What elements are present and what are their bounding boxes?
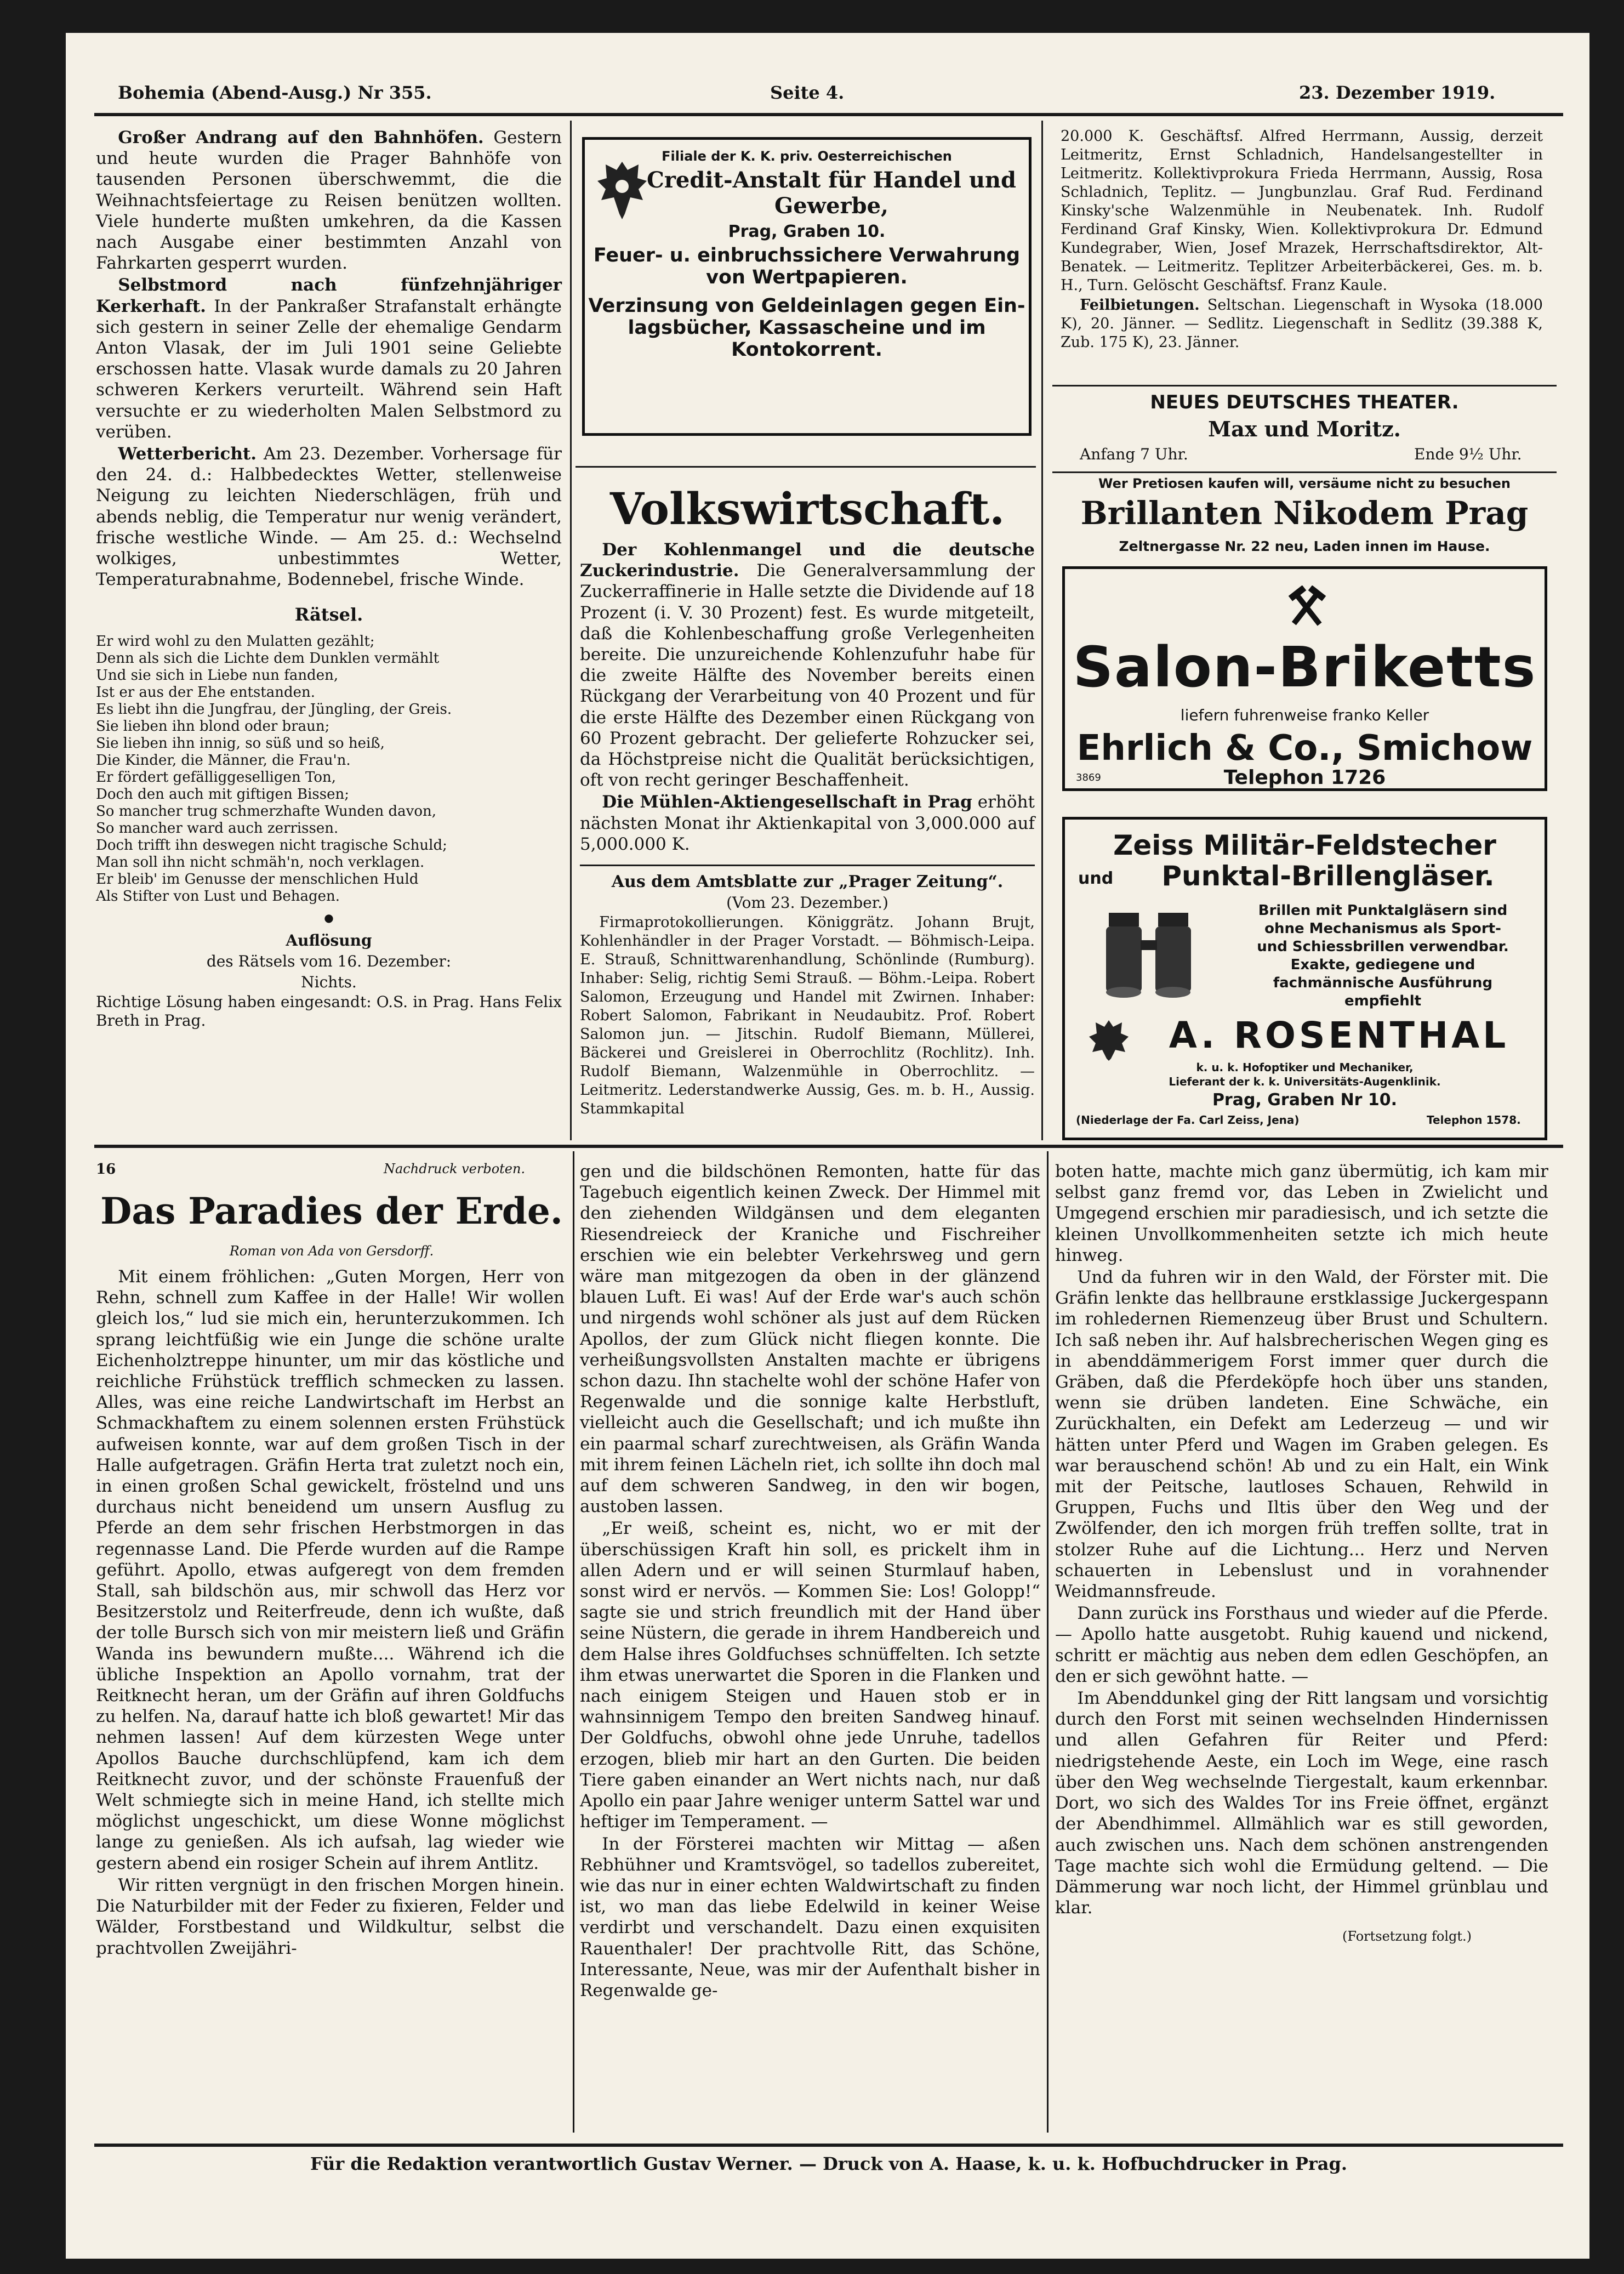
article-headline: Feilbietungen. — [1080, 297, 1200, 314]
riddle-poem — [96, 633, 562, 905]
imperial-eagle-emblem — [1087, 1017, 1131, 1061]
optician-and: und — [1078, 869, 1114, 888]
poem-line: Denn als sich die Lichte dem Dunklen vermählt — [96, 650, 440, 667]
briquette-subtitle: liefern fuhrenweise franko Keller — [1180, 706, 1429, 724]
ornament: ● — [324, 911, 334, 924]
header-masthead: Bohemia (Abend-Ausg.) Nr 355. — [118, 82, 432, 103]
novel-paragraph: Mit einem fröhlichen: „Guten Morgen, Herr von Rehn, schnell zum Kaffee in der Halle! Wir wollen gleich los,“ lud sie mich ein, herunterzukommen. Ich sprang leichtfüßig wie ein Junge die schöne uralte Eichenholztreppe hinunter, um mir das köstliche und reichliche Frühstück trefflich schmecken zu lassen. Alles, was eine reiche Landwirtschaft im Herbst an Schmackhaftem zu einem solennen ersten Frühstück aufweisen konnte, war auf dem großen Tisch in der Halle aufgetragen. Gräfin Herta trat zuletzt noch ein, in einen großen Schal gewickelt, fröstelnd und uns durchaus nicht beneidend um unsern Ausflug zu Pferde an dem sehr frischen Herbstmorgen in das regennasse Land. Die Pferde wurden auf die Rampe geführt. Apollo, etwas aufgeregt von dem fremden Stall, sah bildschön aus, mir schwoll das Herz vor Besitzerstolz und Reiterfreude, denn ich wußte, daß der tolle Bursch sich von mir meistern ließ und Gräfin Wanda ins bewundern mußte.... Während ich die übliche Inspektion an Apollo vornahm, trat der Reitknecht heran, um der Gräfin auf ihren Goldfuchs zu helfen. Na, darauf hatte ich bloß gewartet! Mir das nehmen lassen! Auf dem kürzesten Wege unter Apollos Bauche durchschlüpfend, kam ich dem Reitknecht zuvor, und der schönste Frauenfuß der Welt schmiegte sich in meine Hand, ich stellte mich möglichst ungeschickt, um diese Wonne möglichst lange zu genießen. Als ich aufsah, lag wieder wie gestern abend ein rosiger Schein auf ihrem Antlitz. — [96, 1267, 565, 1873]
bank-service-line: lagsbücher, Kassascheine und im — [628, 317, 986, 339]
official-gazette-date: (Vom 23. Dezember.) — [726, 894, 888, 912]
reprint-notice: Nachdruck verboten. — [384, 1161, 526, 1176]
novel-paragraph: gen und die bildschönen Remonten, hatte für das Tagebuch eigentlich keinen Zweck. Der Himmel mit den ziehenden Wildgänsen und dem eleganten Riesendreieck der Kraniche und Fischreiher erschien wie ein belebter Verkehrsweg und gern wäre man mitgezogen da oben in der glänzend blauen Luft. Ei was! Auf der Erde war's auch schön und nirgends wohl schöner als just auf dem Rücken Apollos, der zum Glück nicht fliegen konnte. Die verheißungsvollsten Anstalten machte er übrigens schon dazu. Ihn stachelte wohl der schöne Hafer von Regenwalde und die sonnige kalte Herbstluft, vielleicht auch die Gesellschaft; und ich mußte ihn ein paarmal scharf zurechtweisen, als Gräfin Wanda mit ihrem feinen Lächeln riet, ich sollte ihn doch mal auf dem schweren Sandweg, in den wir bogen, austoben lassen. — [580, 1162, 1040, 1517]
article-body: Gestern und heute wurden die Prager Bahnhöfe von tausenden Personen überschwemmt, die die Weihnachtsfeiertage zu Reisen benützen wollten. Viele hunderte mußten umkehren, da die Kassen nach Ausgabe einer bestimmten Anzahl von Fahrkarten gesperrt wurden. — [96, 128, 562, 274]
bank-service-line: Feuer- u. einbruchssichere Verwahrung — [593, 245, 1021, 266]
article-headline: Selbstmord nach fünfzehnjähriger Kerkerhaft. — [96, 275, 562, 316]
ad-text-line: Exakte, gediegene und — [1290, 957, 1475, 973]
ad-text-line: Brillen mit Punktalgläsern sind — [1258, 902, 1508, 919]
optician-description — [1229, 902, 1536, 1010]
ad-text-line: fachmännische Ausführung — [1273, 975, 1493, 991]
solvers-list: Richtige Lösung haben eingesandt: O.S. in Prag. Hans Felix Breth in Prag. — [96, 993, 562, 1030]
novel-paragraph: boten hatte, machte mich ganz übermütig, ich kam mir selbst ganz fremd vor, das Leben in Zwielicht und Umgegend erschien mir paradiesisch, und ich setzte die kleinen Unvollkommenheiten setzte ich mich heute hinweg. — [1055, 1162, 1548, 1265]
riddle-title: Rätsel. — [294, 604, 363, 626]
bank-advertisement — [582, 137, 1032, 436]
jeweler-tagline: Wer Pretiosen kaufen will, versäume nicht zu besuchen — [1098, 476, 1511, 491]
article-body: In der Pankraßer Strafanstalt erhängte sich gestern in seiner Zelle der ehemalige Gendarm Anton Vlasak, der im Juli 1901 seine Geliebte erschossen hatte. Vlasak wurde damals zu 20 Jahren schweren Kerkers verurteilt. Während sein Haft versuchte er zu wiederholten Malen Selbstmord zu verüben. — [96, 296, 562, 442]
header-page-number: Seite 4. — [770, 82, 845, 103]
optician-headline: Zeiss Militär-Feldstecher — [1113, 829, 1496, 861]
article-body: erhöht nächsten Monat ihr Aktienkapital von 3,000.000 auf 5,000.000 K. — [580, 792, 1035, 854]
novel-paragraph: Wir ritten vergnügt in den frischen Morgen hinein. Die Naturbilder mit der Feder zu fixieren, Felder und Wälder, Forstbestand und Wildkultur, selbst die prachtvollen Zweijähri- — [96, 1875, 565, 1958]
solution-subtitle: des Rätsels vom 16. Dezember: — [206, 952, 452, 971]
column-divider — [1041, 121, 1043, 1140]
theater-end: Ende 9½ Uhr. — [1414, 445, 1522, 463]
bank-branch: Filiale der K. K. priv. Oesterreichischen — [662, 149, 952, 164]
article-body: Am 23. Dezember. Vorhersage für den 24. d.: Halbbedecktes Wetter, stellenweise Neigung zu leichten Niederschlägen, früh und abends neblig, die Temperatur nur wenig verändert, frische westliche Winde. — Am 25. d.: Wechselnd wolkiges, unbestimmtes Wetter, Temperaturabnahme, Bodennebel, frische Winde. — [96, 444, 562, 590]
poem-line: Sie lieben ihn innig, so süß und so heiß, — [96, 735, 385, 752]
poem-line: Und sie sich in Liebe nun fanden, — [96, 667, 339, 684]
novel-paragraph: Dann zurück ins Forsthaus und wieder auf die Pferde. — Apollo hatte ausgetobt. Ruhig kauend und nickend, schritt er mächtig aus neben dem edlen Geschöpfen, an den er sich gewöhnt hatte. — — [1055, 1604, 1548, 1686]
section-rule — [580, 865, 1035, 866]
briquette-firm: Ehrlich & Co., Smichow — [1076, 728, 1533, 769]
official-gazette-continued — [1061, 127, 1543, 353]
article-body: 20.000 K. Geschäftsf. Alfred Herrmann, Aussig, derzeit Leitmeritz, Ernst Schladnich, Handelsangestellter in Leitmeritz. Kollektivprokura Frieda Herrmann, Aussig, Rosa Schladnich, Teplitz. — Jungbunzlau. Graf Rud. Ferdinand Kinsky'sche Walzenmühle in Neubenatek. Inh. Rudolf Ferdinand Graf Kinsky, Wien. Kollektivprokura Dr. Edmund Kundegraber, Wien, Josef Mrazek, Herrschaftsdirektor, Alt-Benatek. — Leitmeritz. Teplitzer Arbeiterbäckerei, Ges. m. b. H., Turn. Gelöscht Geschäftsf. Franz Kaule. — [1061, 128, 1543, 294]
theater-title: NEUES DEUTSCHES THEATER. — [1150, 391, 1459, 413]
optician-advertisement — [1062, 817, 1547, 1140]
poem-line: So mancher ward auch zerrissen. — [96, 820, 339, 837]
to-be-continued: (Fortsetzung folgt.) — [1342, 1929, 1472, 1945]
hammer-pick-icon — [1285, 585, 1329, 629]
optician-address: Prag, Graben Nr 10. — [1212, 1090, 1398, 1110]
poem-line: Die Kinder, die Männer, die Frau'n. — [96, 752, 351, 769]
official-gazette-body: Firmaprotokollierungen. Königgrätz. Johann Brujt, Kohlenhändler in der Prager Vorstadt. — Böhmisch-Leipa. E. Strauß, Schnittwarenhandlung, Schönlinde (Rumburg). Inhaber: Selig, richtig Semi Strauß. — Böhm.-Leipa. Robert Salomon, Erzeugung und Handel mit Zwirnen. Inhaber: Robert Salomon, Fabrikant in Neudaubitz. Prof. Robert Salomon jun. — Jitschin. Rudolf Biemann, Müllerei, Bäckerei und Greislerei in Oberrochlitz (Rochlitz). Inh. Rudolf Biemann, Walzenmühle in Oberrochlitz. — Leitmeritz. Lederstandwerke Aussig, Ges. m. b. H., Aussig. Stammkapital — [580, 914, 1035, 1118]
section-rule — [94, 1145, 1563, 1148]
optician-headline: Punktal-Brillengläser. — [1161, 860, 1495, 892]
ad-text-line: empfiehlt — [1344, 993, 1422, 1009]
poem-line: Doch trifft ihn deswegen nicht tragische Schuld; — [96, 837, 447, 854]
jeweler-name: Brillanten Nikodem Prag — [1080, 494, 1529, 532]
bank-service-line: Kontokorrent. — [731, 339, 882, 361]
header-date: 23. Dezember 1919. — [1299, 82, 1496, 103]
ad-text-line: und Schiessbrillen verwendbar. — [1257, 939, 1509, 955]
poem-line: Ist er aus der Ehe entstanden. — [96, 684, 316, 701]
installment-number: 16 — [96, 1161, 116, 1178]
bank-service-line: von Wertpapieren. — [706, 266, 908, 288]
poem-line: Er fördert gefälliggeselligen Ton, — [96, 769, 337, 786]
novel-column-2 — [580, 1161, 1040, 2002]
ad-code: 3869 — [1076, 772, 1101, 783]
optician-title: k. u. k. Hofoptiker und Mechaniker, — [1196, 1061, 1414, 1074]
newspaper-page — [66, 33, 1589, 2259]
optician-name: A. ROSENTHAL — [1169, 1014, 1509, 1056]
bank-address: Prag, Graben 10. — [728, 222, 886, 241]
novel-paragraph: Im Abenddunkel ging der Ritt langsam und vorsichtig durch den Forst mit seinen wechselnden Hindernissen und allen Gefahren für Reiter und Pferd: niedrigstehende Aeste, ein Loch im Wege, eine rasch über den Weg wechselnde Tiergestalt, kaum erkennbar. Dort, wo sich des Waldes Tor ins Freie öffnet, ergänzt der Abendhimmel. Allmählich war es still geworden, auch zwischen uns. Nach dem schönen anstrengenden Tage machte sich wohl die Ermüdung geltend. — Die Dämmerung war noch licht, der Himmel grünblau und klar. — [1055, 1689, 1548, 1918]
poem-line: So mancher trug schmerzhafte Wunden davon, — [96, 803, 437, 820]
novel-paragraph: Und da fuhren wir in den Wald, der Förster mit. Die Gräfin lenkte das hellbraune erstklassige Juckergespann im rohledernen Riemenzeug über Brust und Schultern. Ich saß neben ihr. Auf halsbrecherischen Wegen ging es in abenddämmerigem Forst immer quer durch die Gräben, daß die Pferdeköpfe hoch über uns standen, wenn sie drüben landeten. Eine Schwäche, ein Zurückhalten, ein Defekt am Lederzeug — und wir hätten unter Pferd und Wagen im Graben gelegen. Es war berauschend schön! Ab und zu ein Halt, ein Wink mit der Peitsche, lautloses Schauen, Rehwild in Gruppen, Fuchs und Iltis über den Weg und der Zwölfender, den ich morgen früh treffen sollte, trat in stolzer Ruhe auf die Lichtung... Herz und Nerven schauerten in Lebenslust und in vorahnender Weidmannsfreude. — [1055, 1267, 1548, 1602]
section-rule — [1052, 385, 1557, 386]
bank-service-line: Verzinsung von Geldeinlagen gegen Ein- — [588, 295, 1025, 317]
binoculars-icon — [1098, 902, 1202, 1006]
article-headline: Wetterbericht. — [118, 444, 257, 464]
jeweler-address: Zeltnergasse Nr. 22 neu, Laden innen im Hause. — [1119, 538, 1490, 554]
article-headline: Der Kohlenmangel und die deutsche Zuckerindustrie. — [580, 540, 1035, 581]
poem-line: Man soll ihn nicht schmäh'n, noch verklagen. — [96, 854, 425, 871]
briquette-title: Salon-Briketts — [1073, 635, 1537, 700]
double-eagle-emblem — [595, 156, 649, 222]
poem-line: Sie lieben ihn blond oder braun; — [96, 718, 330, 735]
poem-line: Doch den auch mit giftigen Bissen; — [96, 786, 349, 803]
official-gazette-title: Aus dem Amtsblatte zur „Prager Zeitung“. — [611, 872, 1004, 892]
poem-line: Es liebt ihn die Jungfrau, der Jüngling, der Greis. — [96, 701, 452, 718]
optician-agency: (Niederlage der Fa. Carl Zeiss, Jena) — [1076, 1113, 1300, 1127]
footer-imprint: Für die Redaktion verantwortlich Gustav Werner. — Druck von A. Haase, k. u. k. Hofbuchdrucker in Prag. — [310, 2153, 1347, 2174]
optician-phone: Telephon 1578. — [1427, 1113, 1521, 1127]
section-rule — [575, 466, 1036, 468]
bank-name: Credit-Anstalt für Handel und Gewerbe, — [647, 167, 1016, 219]
solution-title: Auflösung — [286, 931, 372, 950]
novel-column-3 — [1055, 1161, 1548, 1947]
section-title: Volkswirtschaft. — [609, 483, 1005, 535]
article-body: Seltschan. Liegenschaft in Wysoka (18.000 K), 20. Jänner. — Sedlitz. Liegenschaft in Sedlitz (39.388 K, Zub. 175 K), 23. Jänner. — [1061, 297, 1543, 351]
novel-column-1 — [96, 1266, 565, 1960]
header-rule — [94, 113, 1563, 116]
article-body: Die Generalversammlung der Zuckerraffinerie in Halle setzte die Dividende auf 18 Prozent (i. V. 30 Prozent) fest. Es wurde mitgeteilt, daß die Kohlenbeschaffung große Verlegenheiten bereite. Die unzureichende Kohlenzufuhr habe für die zweite Hälfte des November bereits einen Rückgang der Verarbeitung von 40 Prozent und für die erste Hälfte des Dezember einen Rückgang von 60 Prozent gebracht. Der gelieferte Rohzucker sei, da Höchstpreise nicht die Qualität berücksichtigen, oft von recht geringer Beschaffenheit. — [580, 561, 1035, 791]
article-headline: Die Mühlen-Aktiengesellschaft in Prag — [602, 792, 972, 812]
economy-column — [580, 482, 1035, 1119]
poem-line: Er wird wohl zu den Mulatten gezählt; — [96, 633, 375, 650]
optician-title: Lieferant der k. k. Universitäts-Augenklinik. — [1169, 1075, 1441, 1088]
novel-title: Das Paradies der Erde. — [100, 1190, 563, 1232]
footer-rule — [94, 2144, 1563, 2147]
novel-paragraph: „Er weiß, scheint es, nicht, wo er mit der überschüssigen Kraft hin soll, es prickelt ihm in allen Adern und er will seinen Sturmlauf haben, sonst wird er nervös. — Kommen Sie: Los! Golopp!“ sagte sie und strich freundlich mit der Hand über seine Nüstern, die gerade in ihrem Handbereich und dem Halse ihres Goldfuchses schnüffelten. Ich setzte ihm etwas unerwartet die Sporen in die Flanken und nach einigem Steigen und Hauen stob er in wahnsinnigem Tempo den breiten Sandweg hinauf. Der Goldfuchs, obwohl ohne jede Unruhe, tadellos erzogen, blieb mir hart an den Gurten. Die beiden Tiere gaben einander an Wert nichts nach, nur daß Apollo ein paar Jahre weniger unterm Sattel war und heftiger im Temperament. — — [580, 1519, 1040, 1832]
poem-line: Als Stifter von Lust und Behagen. — [96, 888, 340, 905]
novel-byline: Roman von Ada von Gersdorff. — [229, 1243, 434, 1259]
briquette-advertisement — [1062, 566, 1547, 791]
column-divider — [573, 1151, 574, 2133]
theater-play: Max und Moritz. — [1208, 417, 1401, 441]
section-rule — [1052, 471, 1557, 473]
local-news-column — [96, 127, 562, 1031]
briquette-phone: Telephon 1726 — [1223, 766, 1386, 789]
solution-word: Nichts. — [301, 973, 357, 992]
article-headline: Großer Andrang auf den Bahnhöfen. — [118, 128, 484, 147]
novel-paragraph: In der Försterei machten wir Mittag — aßen Rebhühner und Kramtsvögel, so tadellos zubereitet, wie das nur in einer echten Waldwirtschaft zu finden ist, wo man das liebe Edelwild in keiner Weise verdirbt und verschandelt. Dazu einen exquisiten Rauenthaler! Der prachtvolle Ritt, das Schöne, Interessante, Neue, was mir der Aufenthalt bisher in Regenwalde ge- — [580, 1834, 1040, 2000]
theater-start: Anfang 7 Uhr. — [1080, 445, 1188, 463]
poem-line: Er bleib' im Genusse der menschlichen Huld — [96, 871, 419, 888]
ad-text-line: ohne Mechanismus als Sport- — [1264, 920, 1501, 937]
column-divider — [570, 121, 572, 1140]
column-divider — [1047, 1151, 1049, 2133]
